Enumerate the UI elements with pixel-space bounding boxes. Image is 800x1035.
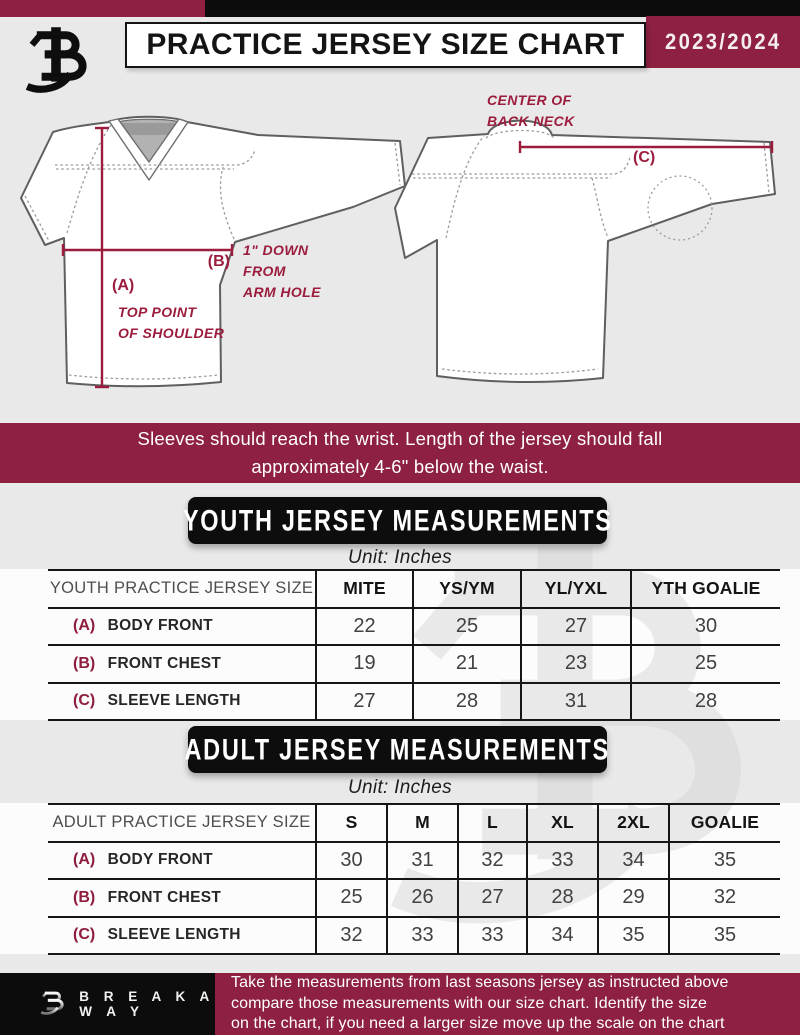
youth-row-a-label (48, 608, 316, 646)
adult-col-s: S (316, 804, 387, 842)
table-row (48, 645, 780, 683)
table-row (48, 917, 780, 955)
adult-row-c-label (48, 917, 316, 955)
brand-wordmark: B R E A K A W A Y (79, 989, 215, 1019)
row-key: (C) (73, 926, 96, 944)
adult-b-2xl: 29 (598, 879, 669, 917)
adult-c-2xl: 35 (598, 917, 669, 955)
label-a-desc (118, 302, 224, 344)
label-a-line1: TOP POINT (118, 304, 197, 320)
adult-b-xl: 28 (527, 879, 598, 917)
label-c-line2: BACK NECK (487, 113, 575, 129)
row-key: (B) (73, 654, 96, 672)
row-label: SLEEVE LENGTH (107, 692, 241, 710)
youth-c-mite: 27 (316, 683, 413, 721)
youth-b-mite: 19 (316, 645, 413, 683)
fit-notice-banner (0, 423, 800, 483)
adult-c-goalie: 35 (669, 917, 780, 955)
row-key: (A) (73, 617, 96, 635)
adult-banner-label: ADULT JERSEY MEASUREMENTS (184, 732, 611, 766)
youth-b-ysym: 21 (413, 645, 521, 683)
row-key: (A) (73, 851, 96, 869)
footer-line3: on the chart, if you need a larger size move up the scale on the chart (231, 1015, 725, 1033)
youth-col-ylyxl: YL/YXL (521, 570, 631, 608)
youth-a-mite: 22 (316, 608, 413, 646)
label-b-line1: 1" DOWN (243, 242, 309, 258)
label-b-line3: ARM HOLE (243, 284, 321, 300)
footer-instructions (215, 973, 800, 1035)
table-row (48, 842, 780, 880)
top-accent-strip (0, 0, 800, 17)
adult-b-m: 26 (387, 879, 458, 917)
adult-b-goalie: 32 (669, 879, 780, 917)
season-label: 2023/2024 (664, 29, 782, 54)
adult-a-m: 31 (387, 842, 458, 880)
adult-c-m: 33 (387, 917, 458, 955)
youth-b-ylyxl: 23 (521, 645, 631, 683)
adult-c-l: 33 (458, 917, 527, 955)
adult-c-xl: 34 (527, 917, 598, 955)
label-a-line2: OF SHOULDER (118, 325, 225, 341)
label-b-line2: FROM (243, 263, 286, 279)
adult-header-row (48, 804, 780, 842)
adult-col-m: M (387, 804, 458, 842)
back-jersey-diagram (380, 90, 790, 420)
youth-c-ysym: 28 (413, 683, 521, 721)
label-c-key: (C) (633, 149, 656, 166)
adult-row-b-label (48, 879, 316, 917)
table-row (48, 683, 780, 721)
label-b-desc (243, 240, 321, 303)
notice-line1: Sleeves should reach the wrist. Length of the jersey should fall (137, 428, 663, 449)
season-badge (646, 16, 800, 68)
page-title: PRACTICE JERSEY SIZE CHART (146, 28, 625, 61)
front-jersey-outline (21, 117, 405, 387)
adult-b-s: 25 (316, 879, 387, 917)
youth-row-c-label (48, 683, 316, 721)
youth-col-mite: MITE (316, 570, 413, 608)
breakaway-logo-icon (24, 24, 96, 104)
label-b-key: (B) (207, 253, 230, 270)
youth-size-table (48, 569, 780, 721)
row-label: SLEEVE LENGTH (107, 926, 241, 944)
adult-b-l: 27 (458, 879, 527, 917)
page-title-box (125, 22, 646, 68)
youth-unit-label: Unit: Inches (348, 547, 452, 568)
row-label: FRONT CHEST (107, 888, 222, 906)
youth-row-b-label (48, 645, 316, 683)
row-label: BODY FRONT (107, 617, 213, 635)
adult-a-2xl: 34 (598, 842, 669, 880)
adult-col-l: L (458, 804, 527, 842)
youth-c-ylyxl: 31 (521, 683, 631, 721)
youth-header-row (48, 570, 780, 608)
adult-a-l: 32 (458, 842, 527, 880)
adult-a-xl: 33 (527, 842, 598, 880)
footer-line1: Take the measurements from last seasons jersey as instructed above (231, 974, 729, 992)
row-label: FRONT CHEST (107, 654, 222, 672)
top-strip-black (205, 0, 800, 17)
adult-section-banner (184, 726, 611, 773)
youth-a-ysym: 25 (413, 608, 521, 646)
youth-col-ysym: YS/YM (413, 570, 521, 608)
youth-a-ylyxl: 27 (521, 608, 631, 646)
youth-a-goalie: 30 (631, 608, 780, 646)
youth-c-goalie: 28 (631, 683, 780, 721)
label-a-key: (A) (112, 277, 135, 294)
footer (0, 973, 800, 1035)
row-label: BODY FRONT (107, 851, 213, 869)
youth-b-goalie: 25 (631, 645, 780, 683)
row-key: (B) (73, 888, 96, 906)
adult-col-goalie: GOALIE (669, 804, 780, 842)
label-c-line1: CENTER OF (487, 92, 572, 108)
adult-unit-label: Unit: Inches (348, 777, 452, 798)
adult-size-table (48, 803, 780, 955)
adult-size-col-header: ADULT PRACTICE JERSEY SIZE (52, 813, 311, 832)
footer-line2: compare those measurements with our size chart. Identify the size (231, 994, 708, 1012)
back-jersey-outline (395, 121, 775, 382)
footer-brand-block (0, 973, 215, 1035)
youth-col-goalie: YTH GOALIE (631, 570, 780, 608)
row-key: (C) (73, 692, 96, 710)
breakaway-logo-small-icon (40, 981, 67, 1027)
table-row (48, 608, 780, 646)
youth-section-banner (182, 497, 613, 544)
adult-a-goalie: 35 (669, 842, 780, 880)
adult-c-s: 32 (316, 917, 387, 955)
youth-banner-label: YOUTH JERSEY MEASUREMENTS (182, 503, 613, 537)
top-strip-maroon (0, 0, 205, 17)
notice-line2: approximately 4-6" below the waist. (251, 456, 549, 477)
adult-col-2xl: 2XL (598, 804, 669, 842)
logo-bottom-bowl (42, 54, 83, 76)
label-c-desc (487, 90, 575, 132)
adult-a-s: 30 (316, 842, 387, 880)
adult-row-a-label (48, 842, 316, 880)
youth-size-col-header: YOUTH PRACTICE JERSEY SIZE (49, 579, 314, 598)
adult-col-xl: XL (527, 804, 598, 842)
table-row (48, 879, 780, 917)
